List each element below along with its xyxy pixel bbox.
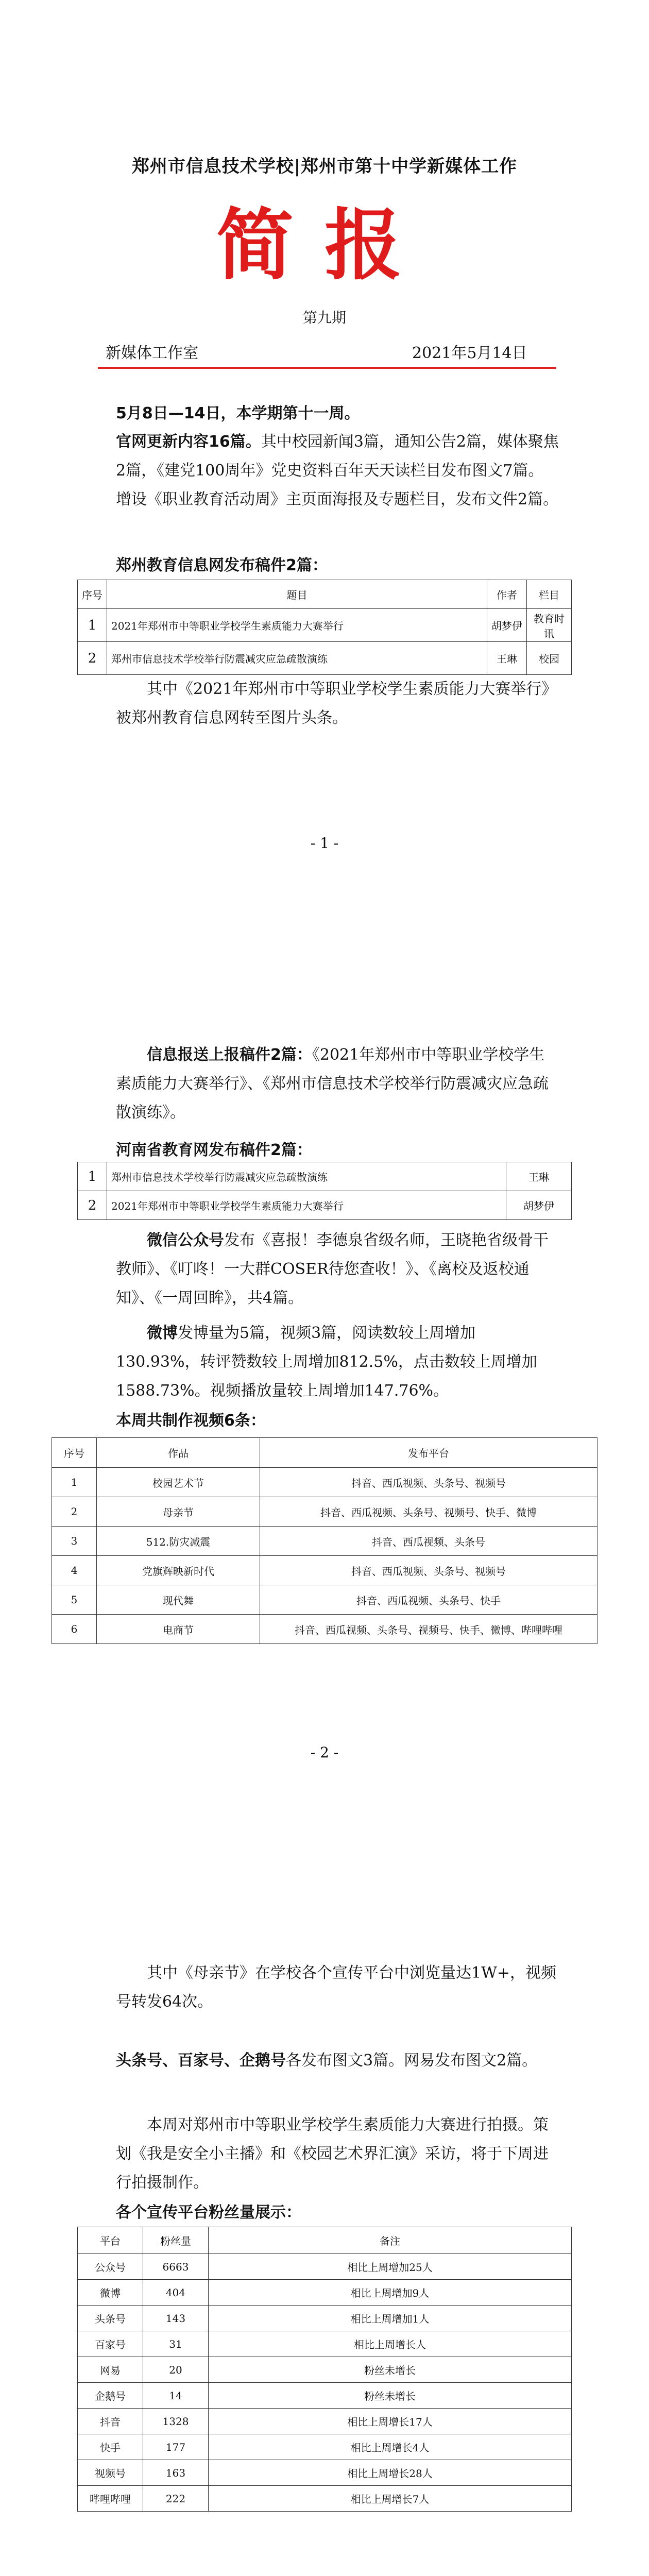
table-row bbox=[52, 1468, 597, 1497]
table-row bbox=[78, 1162, 572, 1191]
zz-th-column: 栏目 bbox=[527, 580, 572, 609]
cell: 31 bbox=[143, 2331, 209, 2357]
cell: 14 bbox=[143, 2383, 209, 2409]
cell: 1 bbox=[78, 1162, 107, 1191]
toutiao-lead: 头条号、百家号、企鹅号 bbox=[116, 2052, 286, 2070]
cell: 163 bbox=[143, 2460, 209, 2486]
bulletin-title: 简报 bbox=[216, 200, 433, 291]
wechat-text: 发布《喜报！李德泉省级名师，王晓艳省级骨干教师》、《叮咚！一大群COSER待您查收！》、《离校及返校通知》、《一周回眸》，共4篇。 bbox=[116, 1231, 549, 1307]
cell: 校园艺术节 bbox=[97, 1468, 260, 1497]
cell: 视频号 bbox=[78, 2460, 143, 2486]
table-row bbox=[52, 1527, 597, 1556]
week-line: 5月8日—14日，本学期第十一周。 bbox=[116, 404, 360, 422]
table-row bbox=[78, 2486, 572, 2512]
fans-th-platform: 平台 bbox=[78, 2227, 143, 2254]
cell: 企鹅号 bbox=[78, 2383, 143, 2409]
fans-table-title: 各个宣传平台粉丝量展示： bbox=[116, 2204, 301, 2222]
cell: 222 bbox=[143, 2486, 209, 2512]
cell: 网易 bbox=[78, 2357, 143, 2383]
table-row bbox=[52, 1497, 597, 1527]
cell: 2021年郑州市中等职业学校学生素质能力大赛举行 bbox=[107, 609, 487, 642]
video-th-work: 作品 bbox=[97, 1438, 260, 1468]
cell: 百家号 bbox=[78, 2331, 143, 2357]
cell: 抖音、西瓜视频、头条号、快手 bbox=[260, 1585, 597, 1615]
page-3 bbox=[0, 1835, 649, 2576]
cell: 2 bbox=[78, 1191, 107, 1220]
cell: 哔哩哔哩 bbox=[78, 2486, 143, 2512]
cell: 3 bbox=[52, 1527, 97, 1556]
cell: 郑州市信息技术学校举行防震减灾应急疏散演练 bbox=[107, 1162, 506, 1191]
cell: 4 bbox=[52, 1556, 97, 1585]
cell: 2 bbox=[52, 1497, 97, 1527]
cell: 胡梦伊 bbox=[487, 609, 527, 642]
cell: 抖音 bbox=[78, 2409, 143, 2434]
weibo-paragraph bbox=[116, 1319, 559, 1405]
table-row bbox=[78, 2306, 572, 2331]
cell: 电商节 bbox=[97, 1615, 260, 1644]
cell: 177 bbox=[143, 2434, 209, 2460]
website-text: 其中校园新闻3篇，通知公告2篇，媒体聚焦2篇，《建党100周年》党史资料百年天天读栏目发布图文7篇。增设《职业教育活动周》主页面海报及专题栏目，发布文件2篇。 bbox=[116, 433, 559, 509]
table-row bbox=[78, 609, 572, 642]
fans-th-note: 备注 bbox=[209, 2227, 572, 2254]
issue-number: 第九期 bbox=[302, 309, 346, 326]
zz-table-title: 郑州教育信息网发布稿件2篇： bbox=[116, 556, 328, 574]
video-table bbox=[52, 1437, 597, 1644]
cell: 1328 bbox=[143, 2409, 209, 2434]
cell: 现代舞 bbox=[97, 1585, 260, 1615]
mother-day-note: 其中《母亲节》在学校各个宣传平台中浏览量达1W+，视频号转发64次。 bbox=[116, 1964, 557, 2011]
report-paragraph bbox=[116, 1041, 559, 1127]
cell: 郑州市信息技术学校举行防震减灾应急疏散演练 bbox=[107, 642, 487, 675]
zz-th-title: 题目 bbox=[107, 580, 487, 609]
cell: 1 bbox=[78, 609, 107, 642]
video-th-no: 序号 bbox=[52, 1438, 97, 1468]
table-row bbox=[78, 2409, 572, 2434]
cell: 抖音、西瓜视频、头条号、视频号、快手、微博 bbox=[260, 1497, 597, 1527]
cell: 抖音、西瓜视频、头条号、视频号、快手、微博、哔哩哔哩 bbox=[260, 1615, 597, 1644]
cell: 相比上周增长4人 bbox=[209, 2434, 572, 2460]
cell: 粉丝未增长 bbox=[209, 2357, 572, 2383]
table-row bbox=[78, 2331, 572, 2357]
cell: 6663 bbox=[143, 2254, 209, 2280]
zz-table bbox=[77, 580, 572, 675]
hn-table-title: 河南省教育网发布稿件2篇： bbox=[116, 1141, 312, 1159]
table-row bbox=[78, 2383, 572, 2409]
org-header: 郑州市信息技术学校|郑州市第十中学新媒体工作 bbox=[131, 156, 518, 177]
table-row bbox=[52, 1556, 597, 1585]
cell: 抖音、西瓜视频、头条号、视频号 bbox=[260, 1556, 597, 1585]
cell: 公众号 bbox=[78, 2254, 143, 2280]
cell: 母亲节 bbox=[97, 1497, 260, 1527]
table-row bbox=[78, 1191, 572, 1220]
fans-table bbox=[77, 2227, 572, 2512]
cell: 微博 bbox=[78, 2280, 143, 2306]
cell: 头条号 bbox=[78, 2306, 143, 2331]
wechat-lead: 微信公众号 bbox=[147, 1231, 224, 1249]
cell: 粉丝未增长 bbox=[209, 2383, 572, 2409]
cell: 404 bbox=[143, 2280, 209, 2306]
red-divider bbox=[98, 367, 556, 369]
cell: 相比上周增长17人 bbox=[209, 2409, 572, 2434]
zz-note: 其中《2021年郑州市中等职业学校学生素质能力大赛举行》被郑州教育信息网转至图片头条。 bbox=[116, 680, 557, 727]
cell: 512.防灾减震 bbox=[97, 1527, 260, 1556]
zz-th-no: 序号 bbox=[78, 580, 107, 609]
page-2 bbox=[0, 917, 649, 1835]
cell: 相比上周增加1人 bbox=[209, 2306, 572, 2331]
weibo-text: 发博量为5篇，视频3篇，阅读数较上周增加130.93%，转评赞数较上周增加812.5%，点击数较上周增加1588.73%。视频播放量较上周增加147.76%。 bbox=[116, 1324, 537, 1400]
cell: 王琳 bbox=[487, 642, 527, 675]
table-row bbox=[78, 2434, 572, 2460]
table-row bbox=[52, 1615, 597, 1644]
cell: 党旗辉映新时代 bbox=[97, 1556, 260, 1585]
cell: 143 bbox=[143, 2306, 209, 2331]
page-1 bbox=[0, 0, 649, 917]
video-th-platform: 发布平台 bbox=[260, 1438, 597, 1468]
cell: 相比上周增加9人 bbox=[209, 2280, 572, 2306]
cell: 抖音、西瓜视频、头条号 bbox=[260, 1527, 597, 1556]
table-row bbox=[78, 642, 572, 675]
cell: 1 bbox=[52, 1468, 97, 1497]
website-paragraph bbox=[116, 428, 559, 514]
cell: 2 bbox=[78, 642, 107, 675]
wechat-paragraph bbox=[116, 1226, 559, 1313]
cell: 2021年郑州市中等职业学校学生素质能力大赛举行 bbox=[107, 1191, 506, 1220]
page-number: - 1 - bbox=[310, 835, 339, 852]
report-text: 《2021年郑州市中等职业学校学生素质能力大赛举行》、《郑州市信息技术学校举行防震减灾应急疏散演练》。 bbox=[116, 1046, 549, 1122]
fans-th-count: 粉丝量 bbox=[143, 2227, 209, 2254]
cell: 5 bbox=[52, 1585, 97, 1615]
cell: 教育时讯 bbox=[527, 609, 572, 642]
page-number: - 2 - bbox=[310, 1744, 339, 1761]
website-lead: 官网更新内容16篇。 bbox=[116, 433, 261, 451]
table-row bbox=[78, 2357, 572, 2383]
table-row bbox=[78, 2254, 572, 2280]
weibo-lead: 微博 bbox=[147, 1324, 178, 1342]
cell: 6 bbox=[52, 1615, 97, 1644]
cell: 校园 bbox=[527, 642, 572, 675]
toutiao-text: 各发布图文3篇。网易发布图文2篇。 bbox=[286, 2052, 538, 2070]
cell: 相比上周增加25人 bbox=[209, 2254, 572, 2280]
table-row bbox=[78, 2460, 572, 2486]
table-row bbox=[52, 1585, 597, 1615]
cell: 相比上周增长人 bbox=[209, 2331, 572, 2357]
report-lead: 信息报送上报稿件2篇： bbox=[147, 1046, 312, 1064]
cell: 相比上周增长28人 bbox=[209, 2460, 572, 2486]
zz-th-author: 作者 bbox=[487, 580, 527, 609]
issue-date: 2021年5月14日 bbox=[412, 344, 527, 362]
video-table-title: 本周共制作视频6条： bbox=[116, 1412, 266, 1430]
cell: 20 bbox=[143, 2357, 209, 2383]
office-name: 新媒体工作室 bbox=[106, 344, 198, 362]
shoot-paragraph: 本周对郑州市中等职业学校学生素质能力大赛进行拍摄。策划《我是安全小主播》和《校园艺术界汇演》采访，将于下周进行拍摄制作。 bbox=[116, 2116, 549, 2192]
cell: 快手 bbox=[78, 2434, 143, 2460]
table-row bbox=[78, 2280, 572, 2306]
cell: 抖音、西瓜视频、头条号、视频号 bbox=[260, 1468, 597, 1497]
cell: 王琳 bbox=[506, 1162, 572, 1191]
cell: 胡梦伊 bbox=[506, 1191, 572, 1220]
cell: 相比上周增长7人 bbox=[209, 2486, 572, 2512]
toutiao-paragraph bbox=[116, 2046, 559, 2075]
hn-table bbox=[77, 1162, 572, 1220]
